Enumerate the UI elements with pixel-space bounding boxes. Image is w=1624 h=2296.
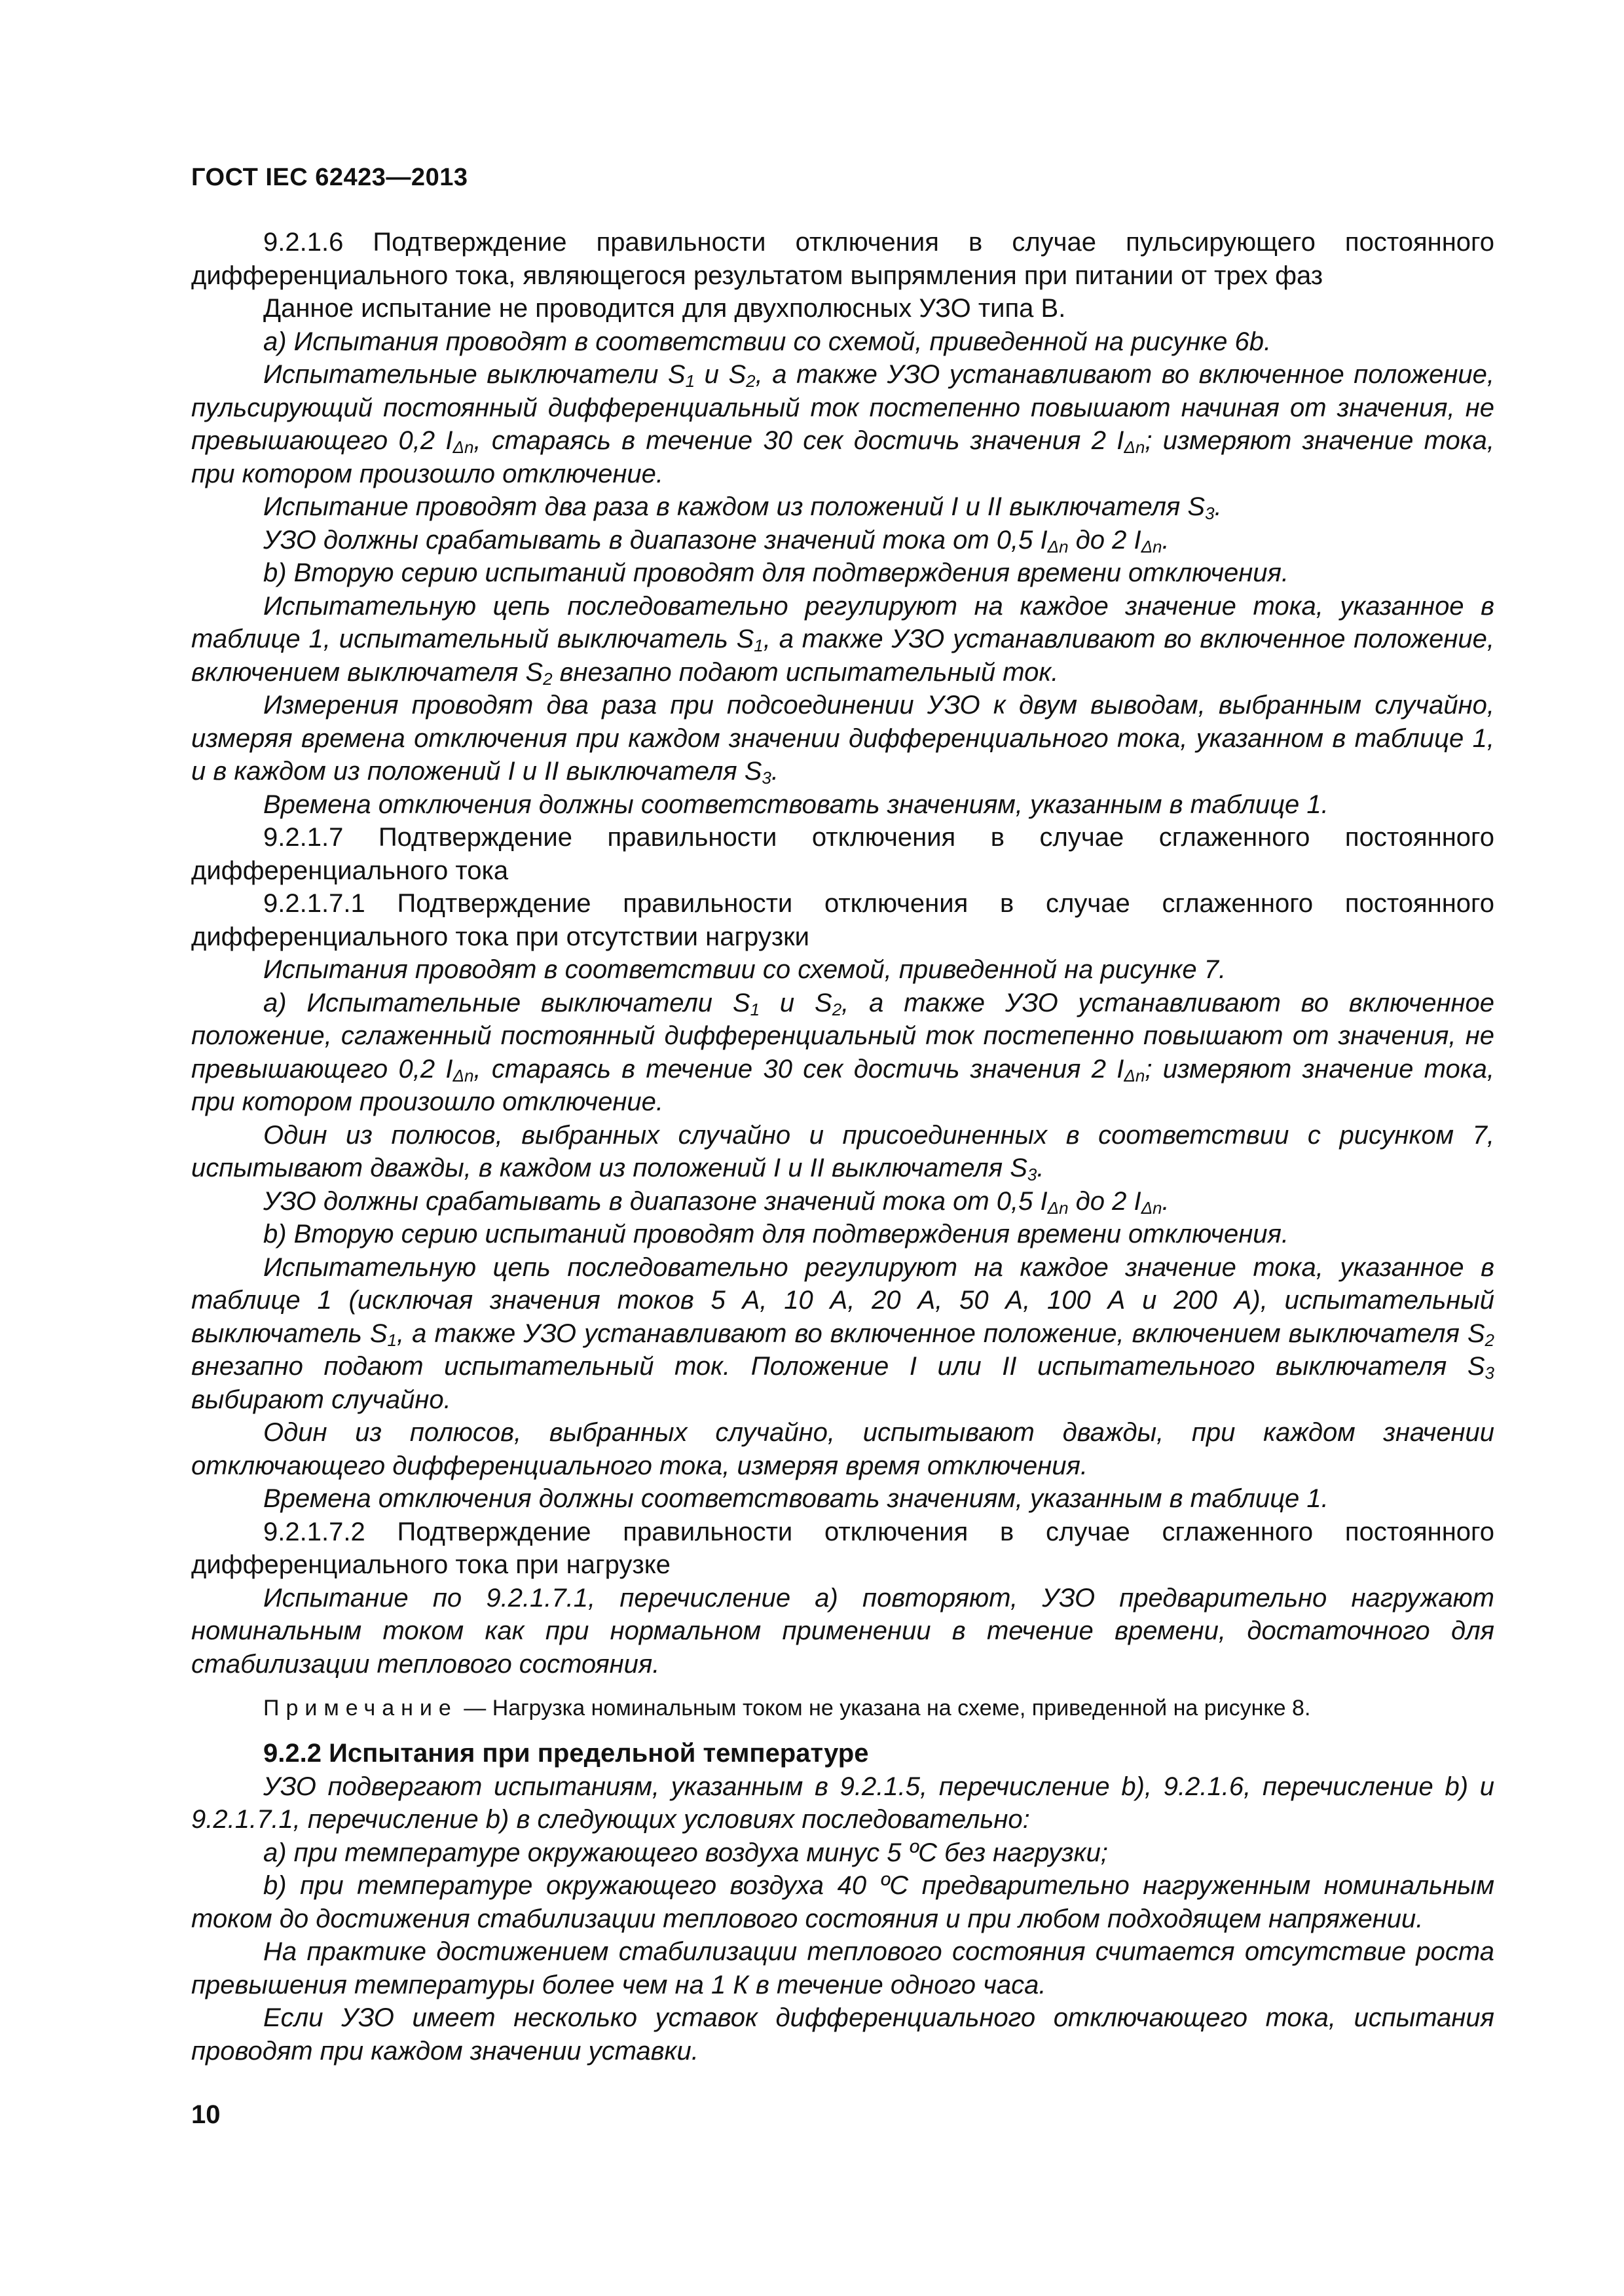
paragraph: 9.2.1.7.1 Подтверждение правильности отключения в случае сглаженного постоянного дифференциального тока при отсутствии нагрузки	[191, 889, 1494, 951]
document-header: ГОСТ IEC 62423—2013	[191, 164, 468, 191]
paragraph: Испытание по 9.2.1.7.1, перечисление а) повторяют, УЗО предварительно нагружают номинальным током как при нормальном применении в течение времени, достаточного для стабилизации теплового состояния.	[191, 1583, 1494, 1679]
paragraph: Испытательную цепь последовательно регулируют на каждое значение тока, указанное в таблице 1 (исключая значения токов 5 А, 10 А, 20 А, 50 А, 100 А и 200 А), испытательный выключатель $S_1$, а также УЗО устанавливают во включенное положение, включением выключателя $S_2$ внезапно подают испытательный ток. Положение I или II испытательного выключателя $S_3$ выбирают случайно.	[191, 1252, 1494, 1414]
page-number: 10	[191, 2100, 221, 2129]
paragraph: Испытания проводят в соответствии со схемой, приведенной на рисунке 7.	[263, 955, 1227, 984]
paragraph: a) Испытательные выключатели $S_1$ и $S_2$, а также УЗО устанавливают во включенное положение, сглаженный постоянный дифференциальный ток постепенно повышают от значения, не превышающего 0,2 $I_{\Delta n}$, стараясь в течение 30 сек достичь значения 2 $I_{\Delta n}$; измеряют значение тока, при котором произошло отключение.	[191, 988, 1494, 1116]
paragraph: Один из полюсов, выбранных случайно, испытывают дважды, при каждом значении отключающего дифференциального тока, измеряя время отключения.	[191, 1418, 1494, 1480]
section-heading: 9.2.2 Испытания при предельной температуре	[263, 1739, 869, 1768]
paragraph: a) Испытания проводят в соответствии со схемой, приведенной на рисунке 6b.	[263, 327, 1272, 356]
paragraph: b) Вторую серию испытаний проводят для подтверждения времени отключения.	[263, 558, 1289, 587]
paragraph: Времена отключения должны соответствовать значениям, указанным в таблице 1.	[263, 1484, 1329, 1513]
paragraph: Испытание проводят два раза в каждом из положений I и II выключателя $S_3$.	[263, 492, 1222, 523]
note-paragraph: Примечание — Нагрузка номинальным током не указана на схеме, приведенной на рисунке 8.	[263, 1696, 1311, 1721]
paragraph: b) Вторую серию испытаний проводят для подтверждения времени отключения.	[263, 1220, 1289, 1248]
paragraph: Испытательную цепь последовательно регулируют на каждое значение тока, указанное в таблице 1, испытательный выключатель $S_1$, а также УЗО устанавливают во включенное положение, включением выключателя $S_2$ внезапно подают испытательный ток.	[191, 591, 1494, 689]
paragraph: Времена отключения должны соответствовать значениям, указанным в таблице 1.	[263, 790, 1329, 819]
paragraph: УЗО должны срабатывать в диапазоне значений тока от 0,5 $I_{\Delta n}$ до 2 $I_{\Delta n}$.	[263, 1186, 1170, 1218]
paragraph: 9.2.1.7.2 Подтверждение правильности отключения в случае сглаженного постоянного дифференциального тока при нагрузке	[191, 1517, 1494, 1579]
paragraph: b) при температуре окружающего воздуха 40 ºС предварительно нагруженным номинальным током до достижения стабилизации теплового состояния и при любом подходящем напряжении.	[191, 1871, 1494, 1933]
document-body	[191, 226, 1494, 2068]
paragraph: Измерения проводят два раза при подсоединении УЗО к двум выводам, выбранным случайно, измеряя времена отключения при каждом значении дифференциального тока, указанном в таблице 1, и в каждом из положений I и II выключателя $S_3$.	[191, 691, 1494, 788]
paragraph: УЗО подвергают испытаниям, указанным в 9.2.1.5, перечисление b), 9.2.1.6, перечисление b) и 9.2.1.7.1, перечисление b) в следующих условиях последовательно:	[191, 1772, 1494, 1834]
paragraph: a) при температуре окружающего воздуха минус 5 ºС без нагрузки;	[263, 1838, 1108, 1867]
paragraph: 9.2.1.7 Подтверждение правильности отключения в случае сглаженного постоянного дифференциального тока	[191, 823, 1494, 885]
paragraph: Если УЗО имеет несколько уставок дифференциального отключающего тока, испытания проводят при каждом значении уставки.	[191, 2003, 1494, 2066]
paragraph: Испытательные выключатели $S_1$ и $S_2$, а также УЗО устанавливают во включенное положение, пульсирующий постоянный дифференциальный ток постепенно повышают начиная от значения, не превышающего 0,2 $I_{\Delta n}$, стараясь в течение 30 сек достичь значения 2 $I_{\Delta n}$; измеряют значение тока, при котором произошло отключение.	[191, 360, 1494, 488]
paragraph: Данное испытание не проводится для двухполюсных УЗО типа В.	[263, 294, 1066, 323]
paragraph: 9.2.1.6 Подтверждение правильности отключения в случае пульсирующего постоянного дифференциального тока, являющегося результатом выпрямления при питании от трех фаз	[191, 228, 1494, 290]
paragraph: Один из полюсов, выбранных случайно и присоединенных в соответствии с рисунком 7, испытывают дважды, в каждом из положений I и II выключателя $S_3$.	[191, 1120, 1494, 1184]
paragraph: УЗО должны срабатывать в диапазоне значений тока от 0,5 $I_{\Delta n}$ до 2 $I_{\Delta n}$.	[263, 525, 1170, 556]
paragraph: На практике достижением стабилизации теплового состояния считается отсутствие роста превышения температуры более чем на 1 К в течение одного часа.	[191, 1937, 1494, 1999]
